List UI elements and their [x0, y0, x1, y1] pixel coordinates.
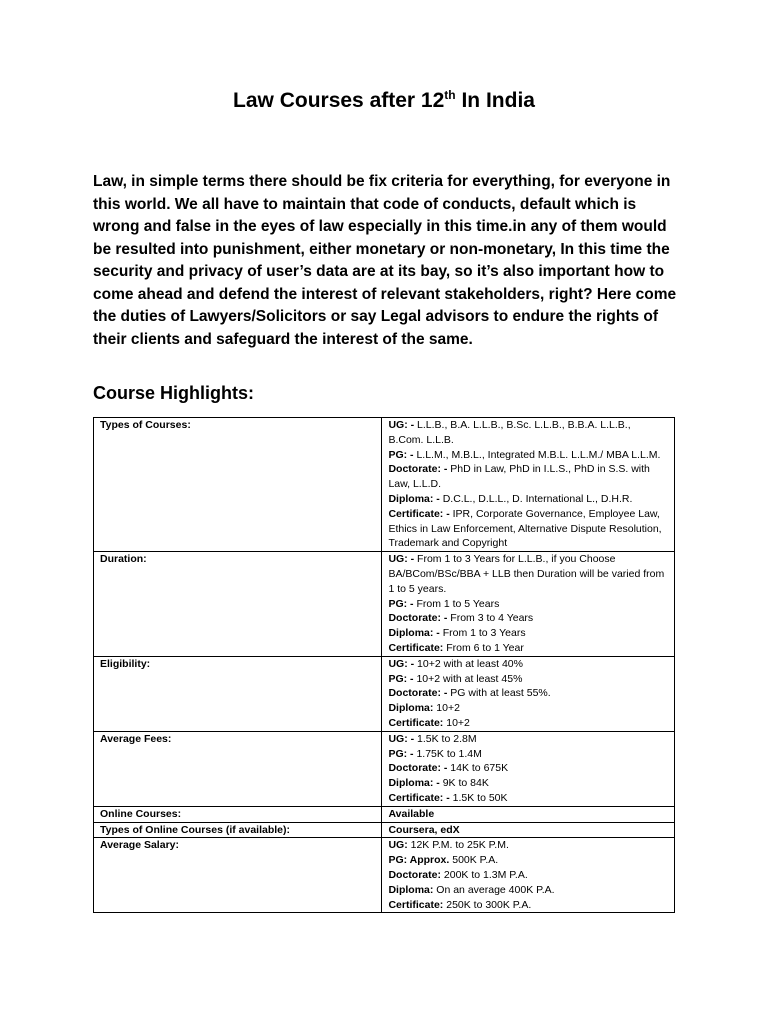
value-text: 9K to 84K	[439, 777, 489, 790]
value-line	[388, 672, 668, 687]
value-line	[388, 807, 668, 822]
value-text: 14K to 675K	[447, 762, 509, 775]
value-text: 12K P.M. to 25K P.M.	[407, 839, 509, 852]
section-heading: Course Highlights:	[93, 383, 254, 403]
value-text: On an average 400K P.A.	[433, 883, 555, 896]
value-line	[388, 418, 668, 448]
value-line	[388, 791, 668, 806]
value-text: 10+2 with at least 45%	[413, 672, 523, 685]
row-value	[382, 806, 675, 822]
title-superscript: th	[444, 88, 456, 102]
value-key: Diploma: -	[388, 492, 440, 505]
value-key: PG: -	[388, 672, 414, 685]
value-key: Doctorate: -	[388, 687, 448, 700]
value-text: From 1 to 3 Years for L.L.B., if you Choose BA/BCom/BSc/BBA + LLB then Duration will be varied from 1 to 5 years.	[388, 553, 665, 595]
value-key: Certificate: -	[388, 791, 450, 804]
value-line	[388, 761, 668, 776]
value-line	[388, 883, 668, 898]
value-line	[388, 552, 668, 596]
row-value	[382, 418, 675, 552]
row-label: Types of Courses:	[94, 418, 382, 552]
value-line	[388, 611, 668, 626]
value-key: Doctorate: -	[388, 762, 448, 775]
row-value	[382, 656, 675, 731]
table-row	[94, 806, 675, 822]
value-text: L.L.B., B.A. L.L.B., B.Sc. L.L.B., B.B.A. L.L.B., B.Com. L.L.B.	[388, 419, 631, 446]
value-line	[388, 507, 668, 551]
row-value	[382, 822, 675, 838]
row-label: Average Salary:	[94, 838, 382, 913]
value-line	[388, 462, 668, 492]
value-line	[388, 492, 668, 507]
value-line	[388, 776, 668, 791]
value-line	[388, 657, 668, 672]
value-key: Doctorate: -	[388, 612, 448, 625]
value-text: L.L.M., M.B.L., Integrated M.B.L. L.L.M./ MBA L.L.M.	[413, 448, 661, 461]
title-tail: In India	[455, 89, 535, 112]
table-row	[94, 552, 675, 657]
value-line	[388, 823, 668, 838]
value-key: Doctorate: -	[388, 463, 448, 476]
value-line	[388, 686, 668, 701]
value-key: Diploma: -	[388, 777, 440, 790]
value-text: From 1 to 3 Years	[439, 627, 526, 640]
table-body	[94, 418, 675, 913]
value-key: Diploma: -	[388, 627, 440, 640]
value-key: Doctorate:	[388, 868, 441, 881]
value-text: 10+2	[433, 702, 460, 715]
row-label: Online Courses:	[94, 806, 382, 822]
row-label: Duration:	[94, 552, 382, 657]
value-text: 1.5K to 2.8M	[414, 732, 477, 745]
value-key: PG: -	[388, 597, 414, 610]
value-text: 250K to 300K P.A.	[443, 898, 532, 911]
value-line	[388, 716, 668, 731]
value-line	[388, 641, 668, 656]
value-line	[388, 626, 668, 641]
table-row	[94, 656, 675, 731]
page-title	[0, 88, 768, 113]
value-text: PhD in Law, PhD in I.L.S., PhD in S.S. with Law, L.L.D.	[388, 463, 650, 491]
value-key: Diploma:	[388, 702, 434, 715]
value-text: From 3 to 4 Years	[447, 612, 534, 625]
row-value	[382, 838, 675, 913]
value-line	[388, 448, 668, 463]
row-value	[382, 731, 675, 806]
value-text: D.C.L., D.L.L., D. International L., D.H.R.	[439, 492, 633, 505]
value-key: PG: Approx.	[388, 854, 450, 867]
value-key: Certificate:	[388, 641, 444, 654]
value-text: 1.5K to 50K	[449, 791, 508, 804]
value-key: PG: -	[388, 448, 414, 461]
row-value	[382, 552, 675, 657]
table-row	[94, 822, 675, 838]
value-line	[388, 747, 668, 762]
table-row	[94, 731, 675, 806]
row-label: Average Fees:	[94, 731, 382, 806]
table-row	[94, 418, 675, 552]
value-key: Certificate: -	[388, 507, 450, 520]
intro-paragraph: Law, in simple terms there should be fix criteria for everything, for everyone in this world. We all have to maintain that code of conducts, default which is wrong and false in the eyes of law especially in this time.in any of them would be resulted into punishment, either monetary or non-monetary, In this time the security and privacy of user’s data are at its bay, so it’s also important how to come ahead and defend the interest of relevant stakeholders, right? Here come the duties of Lawyers/Solicitors or say Legal advisors to endure the rights of their clients and safeguard the interest of the same.	[93, 173, 677, 348]
value-line	[388, 597, 668, 612]
value-text: 10+2 with at least 40%	[414, 657, 523, 670]
value-key: UG: -	[388, 657, 415, 670]
value-text: PG with at least 55%.	[447, 687, 551, 700]
value-key: Certificate:	[388, 898, 444, 911]
table-row	[94, 838, 675, 913]
value-key: UG:	[388, 839, 408, 852]
value-key: Available	[388, 807, 435, 820]
value-line	[388, 838, 668, 853]
value-text: 1.75K to 1.4M	[413, 747, 482, 760]
value-key: PG: -	[388, 747, 414, 760]
value-key: UG: -	[388, 419, 415, 431]
value-key: Diploma:	[388, 883, 434, 896]
value-text: 10+2	[443, 716, 470, 729]
value-key: UG: -	[388, 732, 415, 745]
row-label: Types of Online Courses (if available):	[94, 822, 382, 838]
value-line	[388, 868, 668, 883]
value-line	[388, 898, 668, 913]
value-key: UG: -	[388, 553, 415, 566]
value-text: From 1 to 5 Years	[413, 597, 500, 610]
value-text: 200K to 1.3M P.A.	[440, 868, 528, 881]
value-key: Certificate:	[388, 716, 444, 729]
value-text: From 6 to 1 Year	[443, 641, 524, 654]
value-key: Coursera, edX	[388, 823, 460, 836]
value-text: 500K P.A.	[449, 854, 499, 867]
value-line	[388, 701, 668, 716]
course-highlights-table	[93, 417, 675, 913]
row-label: Eligibility:	[94, 656, 382, 731]
value-line	[388, 732, 668, 747]
title-main: Law Courses after 12	[233, 89, 445, 112]
value-line	[388, 853, 668, 868]
value-text: IPR, Corporate Governance, Employee Law, Ethics in Law Enforcement, Alternative Dispute Resolution, Trademark and Copyright	[388, 507, 662, 550]
